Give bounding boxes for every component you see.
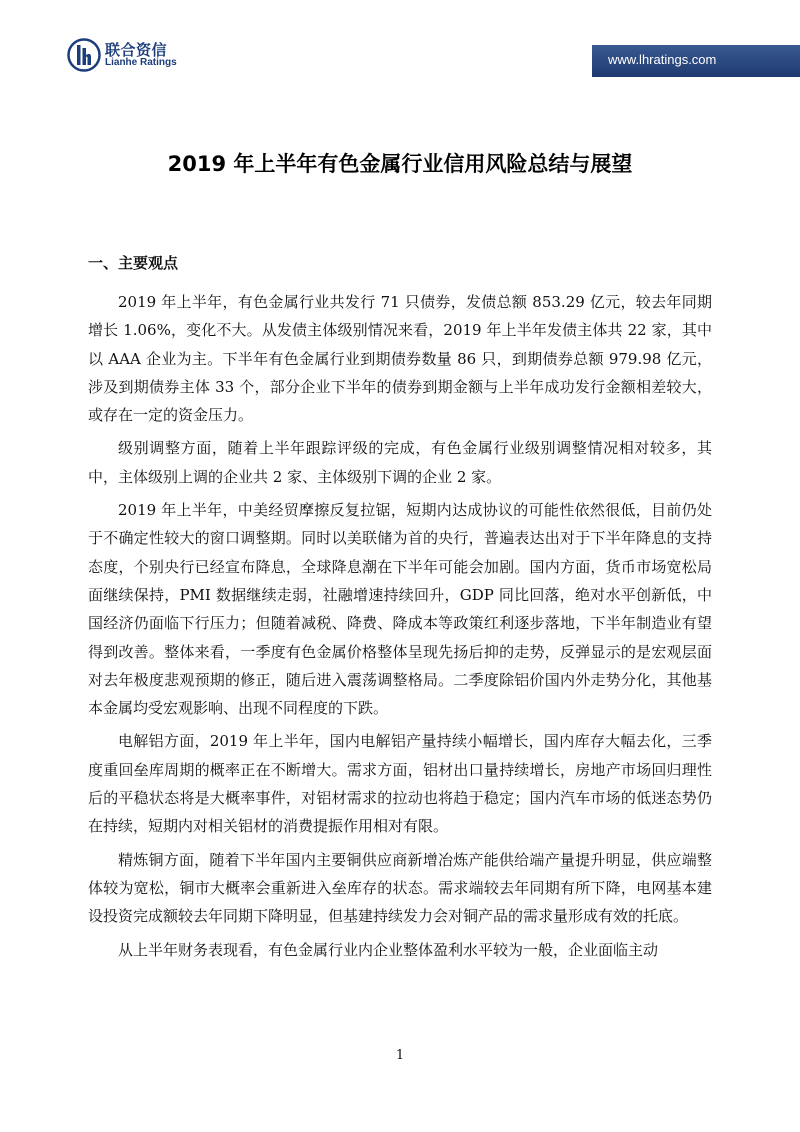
lianhe-logo-icon — [67, 38, 101, 72]
section-heading: 一、主要观点 — [88, 254, 179, 272]
paragraph: 级别调整方面，随着上半年跟踪评级的完成，有色金属行业级别调整情况相对较多，其中，主体级别上调的企业共 2 家、主体级别下调的企业 2 家。 — [88, 439, 712, 486]
logo-chinese-name: 联合资信 — [105, 41, 168, 59]
website-banner — [592, 45, 800, 77]
document-body — [88, 288, 712, 969]
website-url[interactable]: www.lhratings.com — [608, 52, 717, 67]
paragraph: 2019 年上半年，中美经贸摩擦反复拉锯，短期内达成协议的可能性依然很低，目前仍处于不确定性较大的窗口调整期。同时以美联储为首的央行，普遍表达出对于下半年降息的支持态度，个别央行已经宣布降息，全球降息潮在下半年可能会加剧。国内方面，货币市场宽松局面继续保持，PMI 数据继续走弱，社融增速持续回升，GDP 同比回落，绝对水平创新低，中国经济仍面临下行压力；但随着减税、降费、降成本等政策红利逐步落地，下半年制造业有望得到改善。整体来看，一季度有色金属价格整体呈现先扬后抑的走势，反弹显示的是宏观层面对去年极度悲观预期的修正，随后进入震荡调整格局。二季度除铝价国内外走势分化，其他基本金属均受宏观影响、出现不同程度的下跌。 — [88, 501, 712, 718]
document-title: 2019 年上半年有色金属行业信用风险总结与展望 — [167, 152, 633, 176]
lianhe-logo[interactable] — [67, 38, 197, 74]
page-number: 1 — [395, 1048, 405, 1063]
paragraph: 电解铝方面，2019 年上半年，国内电解铝产量持续小幅增长，国内库存大幅去化，三季度重回垒库周期的概率正在不断增大。需求方面，铝材出口量持续增长，房地产市场回归理性后的平稳状态将是大概率事件，对铝材需求的拉动也将趋于稳定；国内汽车市场的低迷态势仍在持续，短期内对相关铝材的消费提振作用相对有限。 — [88, 732, 712, 836]
paragraph: 精炼铜方面，随着下半年国内主要铜供应商新增冶炼产能供给端产量提升明显，供应端整体较为宽松，铜市大概率会重新进入垒库存的状态。需求端较去年同期有所下降，电网基本建设投资完成额较去年同期下降明显，但基建持续发力会对铜产品的需求量形成有效的托底。 — [88, 850, 712, 926]
paragraph: 2019 年上半年，有色金属行业共发行 71 只债券，发债总额 853.29 亿元，较去年同期增长 1.06%，变化不大。从发债主体级别情况来看，2019 年上半年发债主体共 22 家，其中以 AAA 企业为主。下半年有色金属行业到期债券数量 86 只，到期债券总额 979.98 亿元，涉及到期债券主体 33 个，部分企业下半年的债券到期金额与上半年成功发行金额相差较大，或存在一定的资金压力。 — [88, 293, 712, 425]
logo-english-name: Lianhe Ratings — [105, 57, 177, 68]
page-header — [0, 0, 800, 90]
paragraph: 从上半年财务表现看，有色金属行业内企业整体盈利水平较为一般，企业面临主动 — [118, 940, 659, 959]
